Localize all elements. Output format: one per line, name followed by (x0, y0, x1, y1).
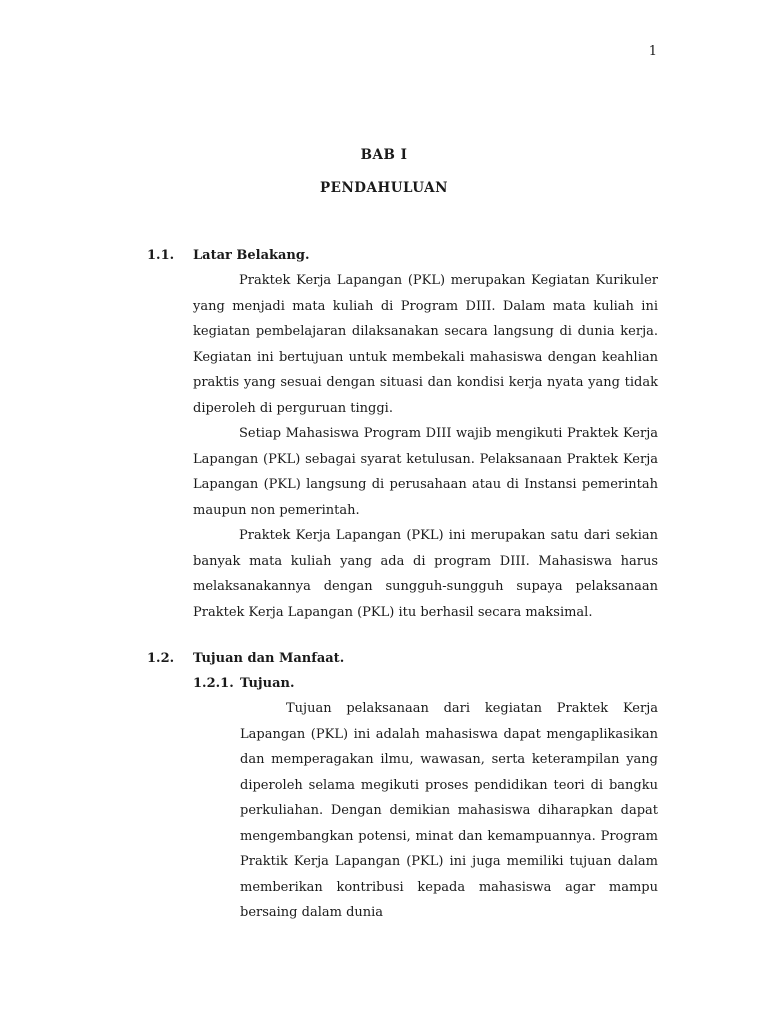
paragraph: Praktek Kerja Lapangan (PKL) ini merupakan satu dari sekian banyak mata kuliah yang ada di program DIII. Mahasiswa harus melaksanakannya dengan sungguh-sungguh supaya pelaksanaan Praktek Kerja Lapangan (PKL) itu berhasil secara maksimal. (193, 528, 658, 620)
section-number: 1.1. (147, 248, 175, 263)
section-number: 1.2. (147, 651, 175, 666)
paragraph: Tujuan pelaksanaan dari kegiatan Praktek Kerja Lapangan (PKL) ini adalah mahasiswa dapat mengaplikasikan dan memperagakan ilmu, wawasan, serta keterampilan yang diperoleh selama megikuti proses pendidikan teori di bangku perkuliahan. Dengan demikian mahasiswa diharapkan dapat mengembangkan potensi, minat dan kemampuannya. Program Praktik Kerja Lapangan (PKL) ini juga memiliki tujuan dalam memberikan kontribusi kepada mahasiswa agar mampu bersaing dalam dunia (240, 701, 658, 920)
subsection-heading (193, 671, 658, 696)
chapter-heading (0, 140, 768, 203)
section-heading (147, 646, 658, 671)
section-title: Latar Belakang. (193, 248, 310, 263)
paragraph: Praktek Kerja Lapangan (PKL) merupakan Kegiatan Kurikuler yang menjadi mata kuliah di Program DIII. Dalam mata kuliah ini kegiatan pembelajaran dilaksanakan secara langsung di dunia kerja. Kegiatan ini bertujuan untuk membekali mahasiswa dengan keahlian praktis yang sesuai dengan situasi dan kondisi kerja nyata yang tidak diperoleh di perguruan tinggi. (193, 273, 658, 416)
page-number: 1 (648, 44, 657, 59)
subsection-title: Tujuan. (240, 676, 295, 691)
section-title: Tujuan dan Manfaat. (193, 651, 345, 666)
subsection-number: 1.2.1. (193, 676, 234, 691)
section-heading (147, 243, 658, 268)
paragraph: Setiap Mahasiswa Program DIII wajib mengikuti Praktek Kerja Lapangan (PKL) sebagai syarat ketulusan. Pelaksanaan Praktek Kerja Lapangan (PKL) langsung di perusahaan atau di Instansi pemerintah maupun non pemerintah. (193, 426, 658, 518)
section-latar-belakang (147, 243, 658, 625)
section-tujuan-dan-manfaat (147, 646, 658, 926)
chapter-subtitle: PENDAHULUAN (320, 180, 448, 196)
chapter-title: BAB I (360, 147, 408, 163)
